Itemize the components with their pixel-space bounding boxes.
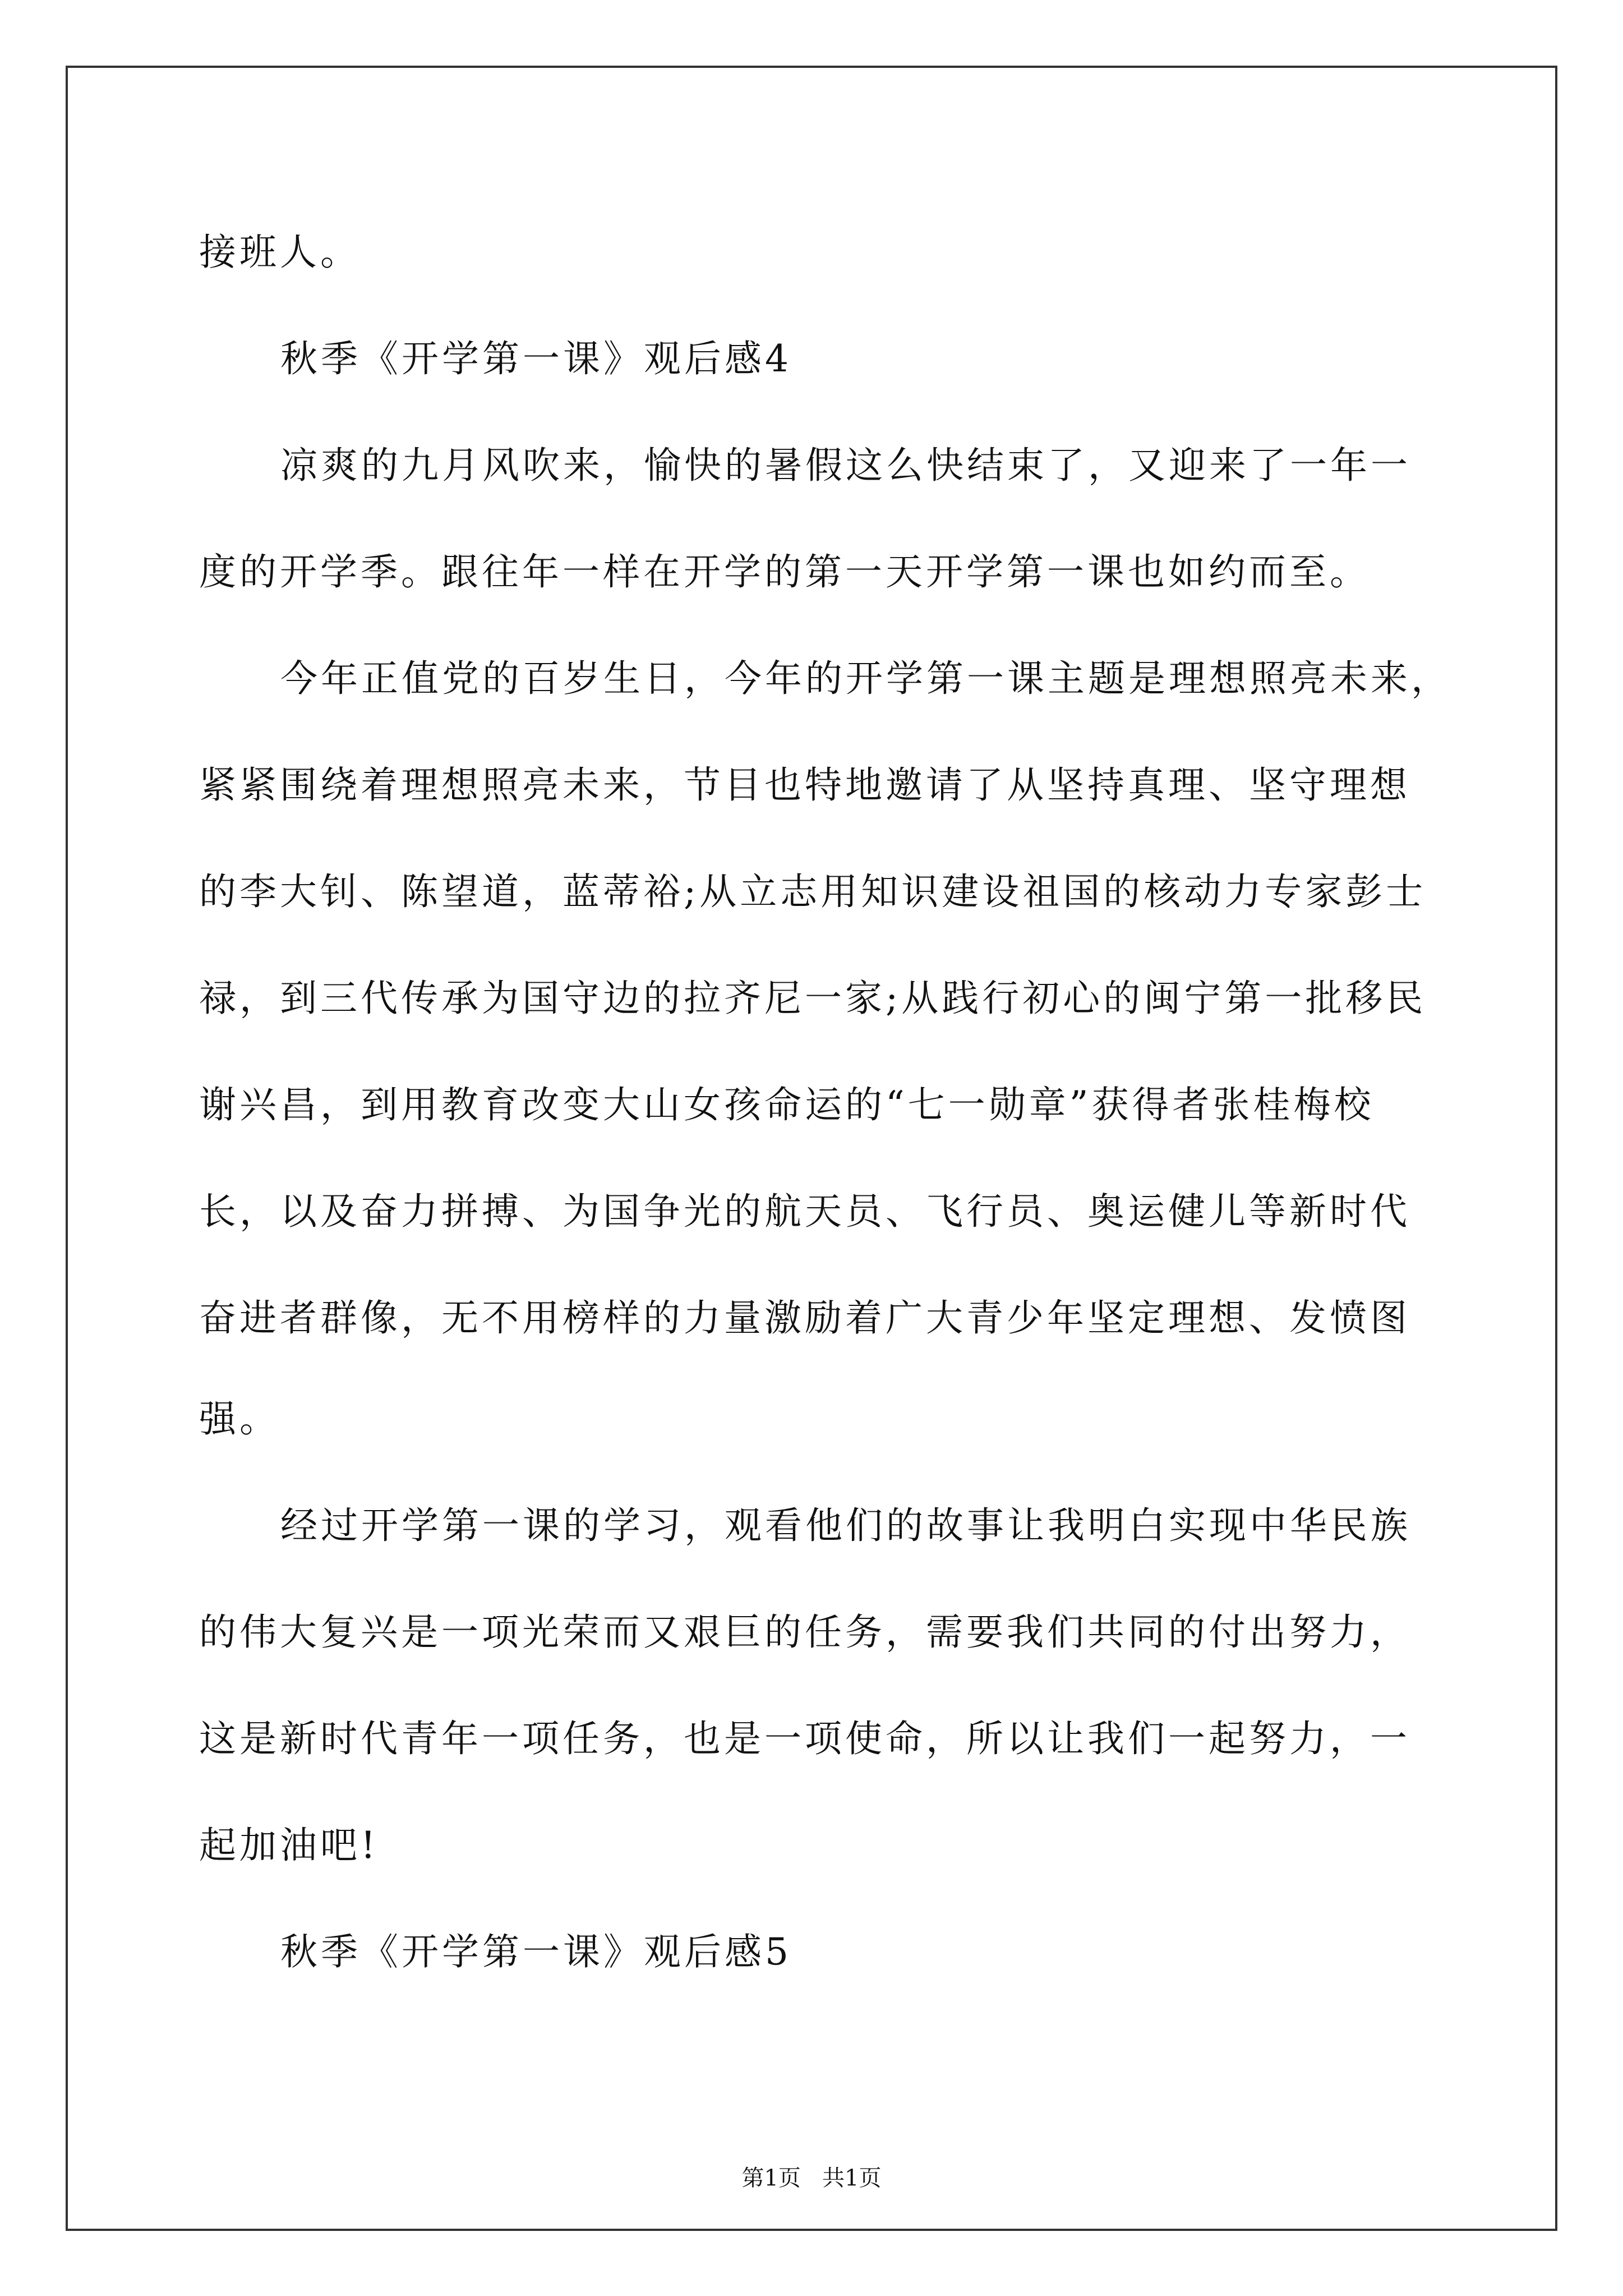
- paragraph-line: 紧紧围绕着理想照亮未来，节目也特地邀请了从坚持真理、坚守理想: [199, 763, 1410, 807]
- paragraph-line: 凉爽的九月风吹来，愉快的暑假这么快结束了，又迎来了一年一: [280, 444, 1411, 487]
- paragraph-line: 的李大钊、陈望道，蓝蒂裕;从立志用知识建设祖国的核动力专家彭士: [199, 870, 1427, 913]
- paragraph-line: 谢兴昌，到用教育改变大山女孩命运的“七一勋章”获得者张桂梅校: [199, 1083, 1375, 1126]
- paragraph-line: 度的开学季。跟往年一样在开学的第一天开学第一课也如约而至。: [199, 550, 1370, 593]
- section-heading: 秋季《开学第一课》观后感4: [280, 337, 792, 380]
- paragraph-line: 接班人。: [199, 231, 361, 274]
- page-border: [66, 66, 1557, 2231]
- section-heading: 秋季《开学第一课》观后感5: [280, 1930, 792, 1973]
- paragraph-line: 禄，到三代传承为国守边的拉齐尼一家;从践行初心的闽宁第一批移民: [199, 977, 1427, 1020]
- paragraph-line: 强。: [199, 1397, 280, 1441]
- paragraph-line: 起加油吧!: [199, 1824, 379, 1867]
- paragraph-line: 长，以及奋力拼搏、为国争光的航天员、飞行员、奥运健儿等新时代: [199, 1190, 1410, 1233]
- paragraph-line: 今年正值党的百岁生日，今年的开学第一课主题是理想照亮未来，: [280, 657, 1451, 700]
- paragraph-line: 经过开学第一课的学习，观看他们的故事让我明白实现中华民族: [280, 1504, 1411, 1547]
- page-number-footer: 第1页 共1页: [741, 2165, 882, 2191]
- paragraph-line: 的伟大复兴是一项光荣而又艰巨的任务，需要我们共同的付出努力，: [199, 1611, 1410, 1654]
- paragraph-line: 这是新时代青年一项任务，也是一项使命，所以让我们一起努力，一: [199, 1717, 1410, 1760]
- paragraph-line: 奋进者群像，无不用榜样的力量激励着广大青少年坚定理想、发愤图: [199, 1296, 1410, 1340]
